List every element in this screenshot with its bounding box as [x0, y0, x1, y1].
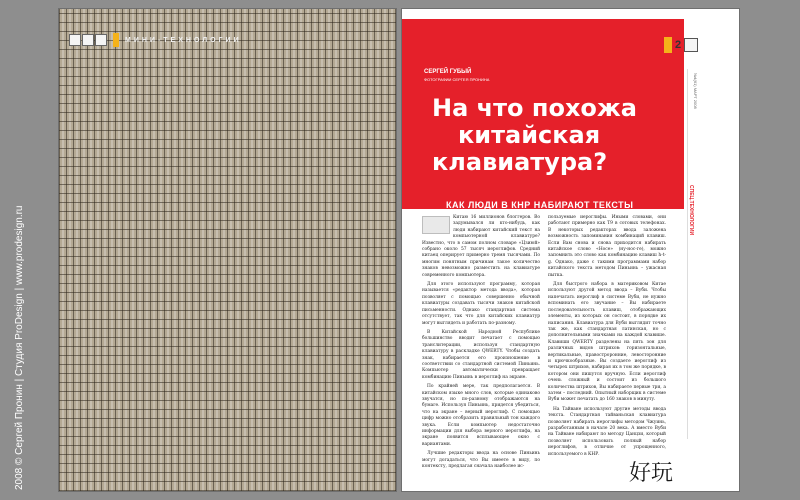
issue-info: №4(61) МАРТ 2008: [693, 73, 698, 109]
section-label: СПЕЦ.ТЕХНОЛОГИИ: [688, 185, 694, 236]
title-panel: [402, 19, 684, 209]
logo-divider: [113, 33, 119, 47]
key-tiles-icon: [69, 34, 107, 46]
hanzi-illustration: 好玩: [629, 461, 674, 486]
paragraph: Китаю 16 миллионов блоггеров. Во задумывался ли кто-нибудь, как люди набирают китайский текст на компьютерной клавиатуре? Известно, что в самом полном словаре «Цзиюй» собрано около 57 тысяч иероглифов. Средний китаец оперирует примерно тремя тысячами. По многим понятным причинам такое количество знаков невозможно разместить на клавиатуре современного компьютера.: [422, 215, 540, 278]
paragraph: Для быстрого набора в материковом Китае используют другой метод ввода – Вуби. Чтобы напечатать иероглиф в системе Вуби, не нужно вспоминать его звучание – Вы набираете последовательность клавиш, отображающих элементы, из которых он состоит, в порядке их написания. Клавиатура для Вуби выглядит точно так же, как стандартная латинская, но с дополнительными значками на каждой клавише. Клавиши QWERTY разделены на пять зон для различных видов штрихов: горизонтальные, вертикальные, правостроронние, левосторонние и крючкообразные. Вы создаете иероглиф из четырех штрихов, набирая их в том же порядке, в котором они пишутся вручную. Если иероглиф очень сложный и состоит из большого количества штрихов, Вы набираете первые три, а затем – последний. Опытный наборщик в системе Вуби может печатать до 160 знаков в минуту.: [548, 282, 666, 403]
article-column-2: [548, 215, 666, 461]
article-headline: [432, 95, 712, 176]
margin-rule: [687, 69, 688, 439]
paragraph: пользуемые иероглифы. Иными словами, они работают примерно как Т9 в сотовых телефонах. В некоторых редакторах ввода заложена возможность запоминания комбинаций клавиш. Если Вам снова и снова приходится набирать китайское слово «Носе» (ну-нос-ге), можно запомнить это слово как комбинацию клавиш h-t-g. Однако, даже с такими программами набор китайского текста методом Пиньинь – ужасная пытка.: [548, 215, 666, 278]
paragraph: На Тайване используют другие методы ввода текста. Стандартная тайваньская клавиатура позволяет набирать иероглифы методом Чжуинь, разработанным в начале 20 века. А вместо Вуби на Тайване набирают по методу Цанцзи, который позволяет использовать полный набор иероглифов, в отличие от упрощенного, используемого в КНР.: [548, 406, 666, 457]
author-credit: [424, 69, 489, 82]
paragraph: Лучшие редакторы ввода на основе Пиньинь могут догадаться, что Вы имеете в виду, по контексту, предлагая сначала наиболее ис-: [422, 451, 540, 470]
magazine-logo: [69, 33, 242, 47]
article-subhead: КАК ЛЮДИ В КНР НАБИРАЮТ ТЕКСТЫ: [446, 200, 634, 210]
author-name: СЕРГЕЙ ГУБЫЙ: [424, 69, 472, 75]
left-page: [58, 8, 397, 492]
key-tile-icon: [684, 38, 698, 52]
side-credit: 2008 © Сергей Пронин | Студия ProDesign | www.prodesign.ru: [14, 205, 25, 490]
article-column-1: [422, 215, 540, 473]
paragraph: В Китайской Народной Республике большинство вводит печатает с помощью транслитерации, используя стандартную клавиатуру в раскладке QWERTY. Чтобы создать знак, набирается его произношение в соответствии со стандартной системой Пиньинь. Компьютер автоматически превращает комбинацию Пиньинь в иероглиф на экране.: [422, 329, 540, 380]
page-number-block: [664, 31, 712, 59]
accent-bar: [664, 37, 672, 53]
paragraph: Для этого используют программу, которая называется «редактор метода ввода», которая позволяет с помощью совершенно обычной клавиатуры создавать тысячи знаков китайской письменности. Однако стандартная система отсутствует, так что для китайских клавиатур могут выглядеть и работать по-разному.: [422, 282, 540, 326]
headline-line-3: клавиатура?: [432, 148, 608, 176]
photo-credit: ФОТОГРАФИИ СЕРГЕЯ ПРОНИНА: [424, 77, 490, 82]
logo-text: МИНИ-ТЕХНОЛОГИИ: [125, 36, 242, 44]
paragraph: По крайней мере, так предполагается. В китайском языке много слов, которые одинаково звучатся, но по-разному отображаются на бумаге. Используя Пиньинь, придется убедиться, что на экране – верный иероглиф. С помощью цифр можно отобразить правильный тон каждого звука. Если компьютер недостаточно информации для выбора верного иероглифа, на экране появится всплывающее окно с вариантами.: [422, 384, 540, 447]
page-number: 2: [675, 39, 682, 51]
right-page: [401, 8, 740, 492]
headline-line-2: китайская: [458, 121, 601, 149]
headline-line-1: На что похожа: [432, 94, 637, 122]
keyboard-photo: [422, 216, 450, 234]
